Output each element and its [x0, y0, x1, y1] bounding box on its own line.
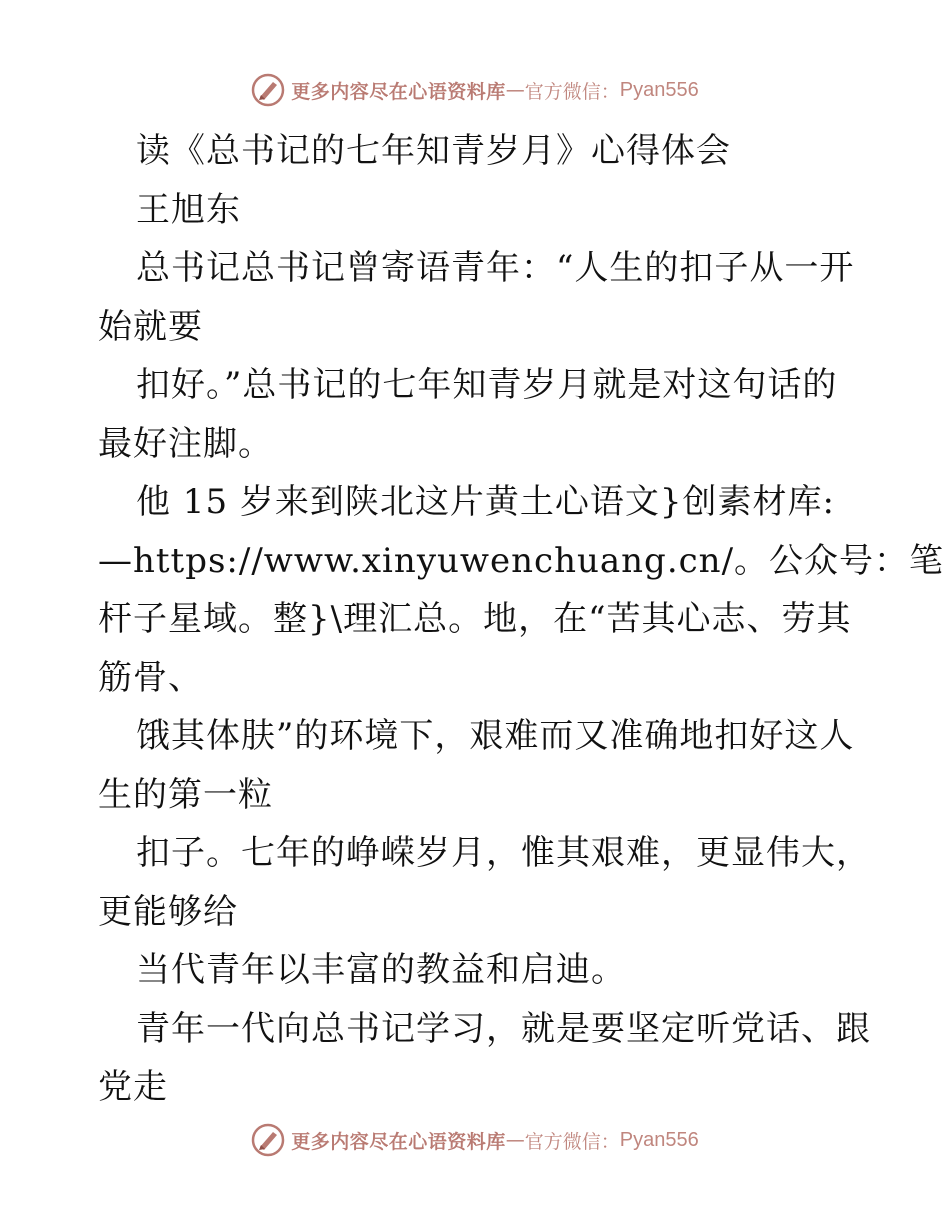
banner-dash: — — [505, 1129, 525, 1151]
doc-line: 青年一代向总书记学习，就是要坚定听党话、跟 — [136, 1008, 871, 1049]
footer-banner — [0, 1120, 950, 1160]
doc-line: 始就要 — [98, 306, 203, 347]
doc-line: 当代青年以丰富的教益和启迪。 — [136, 950, 626, 990]
doc-line: 杆子星域。整}\理汇总。地，在“苦其心志、劳其 — [98, 599, 852, 639]
banner-wechat-label: 官方微信： — [524, 1130, 620, 1153]
doc-line: —https://www.xinyuwenchuang.cn/。公众号：笔 — [98, 540, 945, 581]
doc-title: 读《总书记的七年知青岁月》心得体会 — [136, 131, 731, 171]
doc-line: 生的第一粒 — [98, 774, 273, 815]
doc-author: 王旭东 — [136, 189, 241, 230]
banner-dash: — — [505, 79, 525, 101]
doc-line: 筋骨、 — [98, 657, 203, 698]
banner-text: 更多内容尽在心语资料库 — [291, 80, 506, 103]
doc-line: 他 15 岁来到陕北这片黄土心语文}创素材库: — [136, 482, 835, 522]
doc-line: 总书记总书记曾寄语青年：“人生的扣子从一开 — [136, 248, 855, 288]
doc-line: 更能够给 — [98, 891, 238, 932]
doc-line: 扣子。七年的峥嵘岁月，惟其艰难，更显伟大， — [136, 833, 871, 873]
pen-circle-logo-icon — [251, 73, 285, 107]
document-body — [98, 122, 945, 1117]
pen-circle-logo-icon — [251, 1123, 285, 1157]
header-banner — [0, 70, 950, 110]
banner-wechat-id: Pyan556 — [619, 78, 699, 101]
doc-line: 党走 — [98, 1067, 168, 1107]
doc-line: 扣好。”总书记的七年知青岁月就是对这句话的 — [136, 365, 838, 405]
doc-line: 饿其体肤”的环境下，艰难而又准确地扣好这人 — [136, 716, 855, 756]
banner-wechat-id: Pyan556 — [619, 1128, 699, 1151]
banner-wechat-label: 官方微信： — [524, 80, 620, 103]
doc-line: 最好注脚。 — [98, 423, 273, 464]
banner-text: 更多内容尽在心语资料库 — [291, 1130, 506, 1153]
